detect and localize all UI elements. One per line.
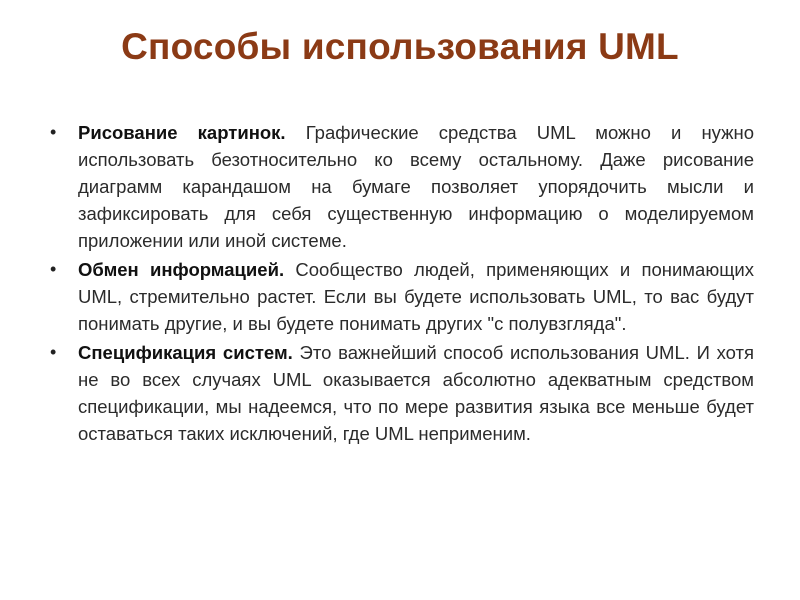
bullet-item-exchange [48,256,754,337]
bullet-icon: • [50,122,57,142]
bullet-text: Графические средства UML можно и нужно использовать безотносительно ко всему остальному. Даже рисование диаграмм карандашом на бумаге позволяет упорядочить мысли и зафиксировать для себя существенную информацию о моделируемом приложении или иной системе. [78,122,755,251]
bullet-icon: • [50,342,57,362]
slide-title: Способы использования UML [121,26,679,67]
bullet-icon: • [50,259,57,279]
bullet-item-specification [48,339,754,447]
bullet-item-drawing [48,119,754,254]
bullet-list [48,119,754,449]
bullet-term: Спецификация систем. [78,342,300,363]
bullet-text: Сообщество людей, применяющих и понимающих UML, стремительно растет. Если вы будете использовать UML, то вас будут понимать другие, и вы будете понимать других "с полувзгляда". [78,259,754,334]
bullet-term: Обмен информацией. [78,259,296,280]
bullet-term: Рисование картинок. [78,122,306,143]
bullet-text: Это важнейший способ использования UML. И хотя не во всех случаях UML оказывается абсолютно адекватным средством спецификации, мы надеемся, что по мере развития языка все меньше будет оставаться таких исключений, где UML неприменим. [78,342,754,444]
